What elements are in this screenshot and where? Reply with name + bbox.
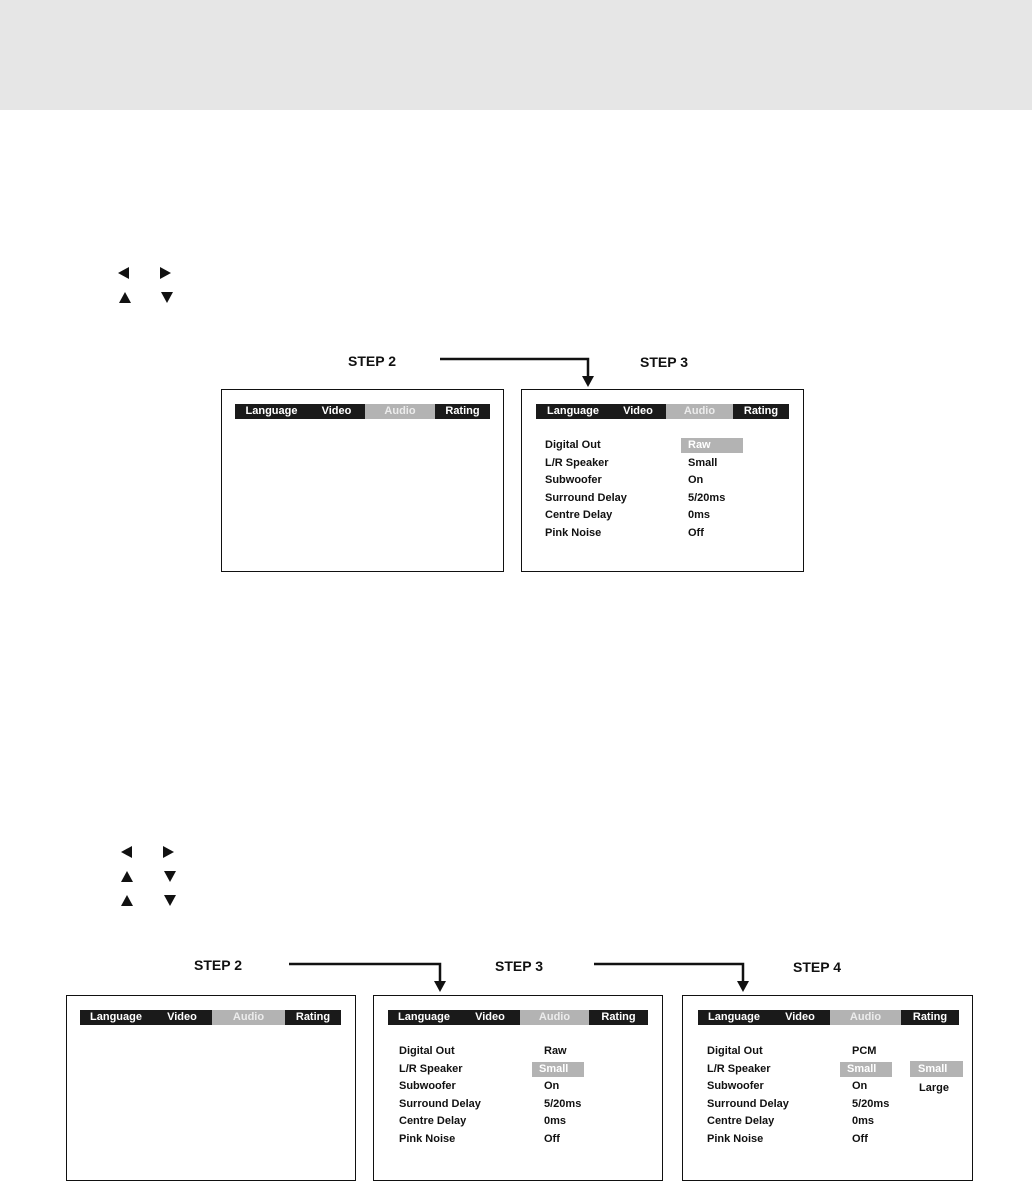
setting-label: Digital Out bbox=[707, 1045, 763, 1057]
setting-label: Pink Noise bbox=[399, 1132, 456, 1145]
setting-value: On bbox=[852, 1080, 868, 1093]
setting-label: Centre Delay bbox=[545, 509, 613, 522]
setting-value: Off bbox=[688, 526, 704, 539]
arrowhead-icon bbox=[434, 981, 446, 992]
setting-value: 0ms bbox=[852, 1115, 875, 1128]
setting-value: PCM bbox=[852, 1045, 877, 1057]
setting-value: 0ms bbox=[544, 1115, 567, 1128]
tab-audio[interactable]: Audio bbox=[520, 1010, 589, 1025]
setting-value-selected[interactable]: Raw bbox=[681, 438, 743, 453]
setting-value: 5/20ms bbox=[852, 1097, 890, 1110]
setting-value: Raw bbox=[544, 1045, 567, 1057]
tab-rating[interactable]: Rating bbox=[901, 1010, 959, 1025]
tab-video[interactable]: Video bbox=[770, 1010, 830, 1025]
setting-label: Centre Delay bbox=[707, 1115, 775, 1128]
tab-language[interactable]: Language bbox=[698, 1010, 770, 1025]
setting-label: Pink Noise bbox=[707, 1132, 764, 1145]
setting-label: Digital Out bbox=[545, 439, 601, 451]
tab-rating[interactable]: Rating bbox=[733, 404, 789, 419]
setting-value: Off bbox=[852, 1132, 868, 1145]
step-label: STEP 4 bbox=[793, 959, 841, 975]
tab-rating[interactable]: Rating bbox=[589, 1010, 648, 1025]
step-label: STEP 3 bbox=[640, 354, 688, 370]
tab-audio[interactable]: Audio bbox=[365, 404, 435, 419]
setting-value: Off bbox=[544, 1132, 560, 1145]
setting-label: Subwoofer bbox=[545, 474, 602, 487]
setting-value: 0ms bbox=[688, 509, 711, 522]
tab-video[interactable]: Video bbox=[610, 404, 666, 419]
setting-value: 5/20ms bbox=[688, 491, 726, 504]
tab-rating[interactable]: Rating bbox=[435, 404, 490, 419]
setting-label: Surround Delay bbox=[399, 1097, 481, 1110]
setting-label: Centre Delay bbox=[399, 1115, 467, 1128]
tab-rating[interactable]: Rating bbox=[285, 1010, 341, 1025]
setting-label: Digital Out bbox=[399, 1045, 455, 1057]
tab-language[interactable]: Language bbox=[235, 404, 308, 419]
option-small-selected[interactable]: Small bbox=[910, 1061, 963, 1077]
step-connector bbox=[289, 964, 440, 983]
step-connector bbox=[594, 964, 743, 983]
setting-label: Surround Delay bbox=[545, 491, 627, 504]
step-connector bbox=[440, 359, 588, 378]
setting-label: Surround Delay bbox=[707, 1097, 789, 1110]
setting-value-selected[interactable]: Small bbox=[532, 1062, 584, 1077]
setting-label: L/R Speaker bbox=[545, 456, 609, 469]
setting-value-selected[interactable]: Small bbox=[840, 1062, 892, 1077]
step-label: STEP 3 bbox=[495, 958, 543, 974]
tab-audio[interactable]: Audio bbox=[212, 1010, 285, 1025]
step-label: STEP 2 bbox=[194, 957, 242, 973]
setting-value: On bbox=[544, 1080, 560, 1093]
setting-label: Subwoofer bbox=[399, 1080, 456, 1093]
setting-label: L/R Speaker bbox=[707, 1062, 771, 1075]
setting-value: 5/20ms bbox=[544, 1097, 582, 1110]
option-large[interactable]: Large bbox=[919, 1082, 949, 1094]
tab-video[interactable]: Video bbox=[152, 1010, 212, 1025]
setting-label: Pink Noise bbox=[545, 526, 602, 539]
setting-value: Small bbox=[688, 456, 718, 469]
tab-audio[interactable]: Audio bbox=[830, 1010, 901, 1025]
tab-language[interactable]: Language bbox=[388, 1010, 460, 1025]
tab-video[interactable]: Video bbox=[308, 404, 365, 419]
step-label: STEP 2 bbox=[348, 353, 396, 369]
setting-label: L/R Speaker bbox=[399, 1062, 463, 1075]
tab-audio[interactable]: Audio bbox=[666, 404, 733, 419]
arrowhead-icon bbox=[582, 376, 594, 387]
tab-language[interactable]: Language bbox=[80, 1010, 152, 1025]
setting-label: Subwoofer bbox=[707, 1080, 764, 1093]
tab-video[interactable]: Video bbox=[460, 1010, 520, 1025]
arrowhead-icon bbox=[737, 981, 749, 992]
setting-value: On bbox=[688, 474, 704, 487]
tab-language[interactable]: Language bbox=[536, 404, 610, 419]
